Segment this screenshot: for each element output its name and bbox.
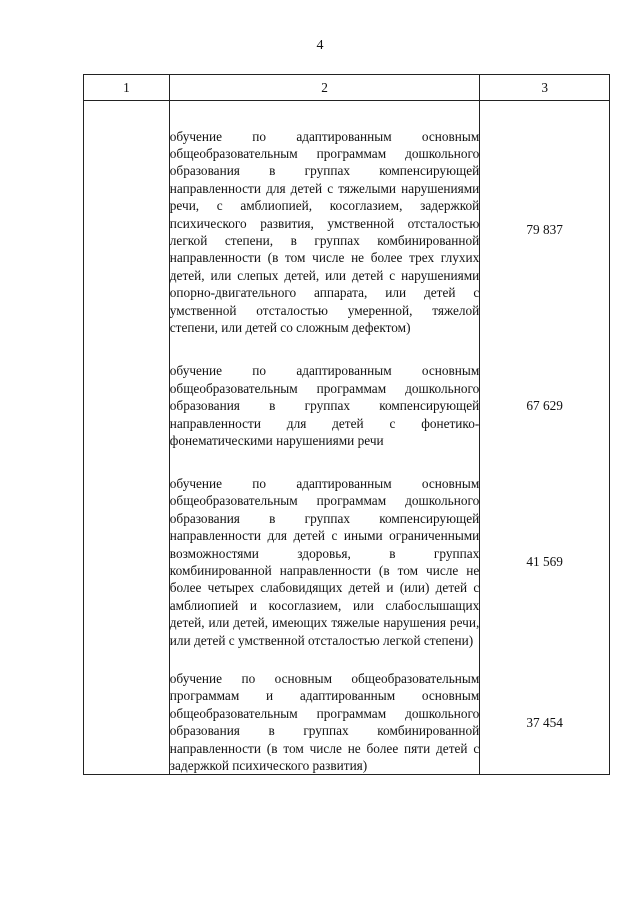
column-header-2: 2 bbox=[169, 75, 480, 101]
column-header-3: 3 bbox=[480, 75, 610, 101]
table-row bbox=[84, 358, 610, 454]
page-number: 4 bbox=[316, 38, 324, 53]
table-header-row bbox=[84, 75, 610, 101]
value-cell: 41 569 bbox=[480, 454, 610, 670]
table-row bbox=[84, 101, 610, 359]
description-cell: обучение по основным общеобразовательным программам и адаптированным основным общеобразовательным программам дошкольного образования в группах комбинированной направленности (в том числе не более пяти детей с задержкой психического развития) bbox=[169, 671, 480, 774]
funding-table bbox=[83, 74, 610, 775]
row-label-cell bbox=[84, 454, 170, 670]
description-cell: обучение по адаптированным основным общеобразовательным программам дошкольного образования в группах компенсирующей направленности для детей с фонетико-фонематическими нарушениями речи bbox=[169, 358, 480, 454]
table-row bbox=[84, 670, 610, 775]
description-cell: обучение по адаптированным основным общеобразовательным программам дошкольного образования в группах компенсирующей направленности для детей с тяжелыми нарушениями речи, с амблиопией, косоглазием, задержкой психического развития, умственной отсталостью легкой степени, в группах комбинированной направленности (в том числе не более трех глухих детей, или слепых детей, или детей с нарушениями опорно-двигательного аппарата, или детей с умственной отсталостью умеренной, тяжелой степени, или детей со сложным дефектом) bbox=[169, 101, 480, 359]
value-cell: 79 837 bbox=[480, 101, 610, 359]
row-label-cell bbox=[84, 670, 170, 775]
value-cell: 67 629 bbox=[480, 358, 610, 454]
description-cell: обучение по адаптированным основным общеобразовательным программам дошкольного образования в группах компенсирующей направленности для детей с иными ограниченными возможностями здоровья, в группах комбинированной направленности (в том числе не более четырех слабовидящих детей и (или) детей с амблиопией и косоглазием, или слабослышащих детей, или детей, имеющих тяжелые нарушения речи, или детей с умственной отсталостью легкой степени) bbox=[169, 454, 480, 670]
column-header-1: 1 bbox=[84, 75, 170, 101]
row-label-cell bbox=[84, 358, 170, 454]
table-row bbox=[84, 454, 610, 670]
value-cell: 37 454 bbox=[480, 670, 610, 775]
row-label-cell bbox=[84, 101, 170, 359]
